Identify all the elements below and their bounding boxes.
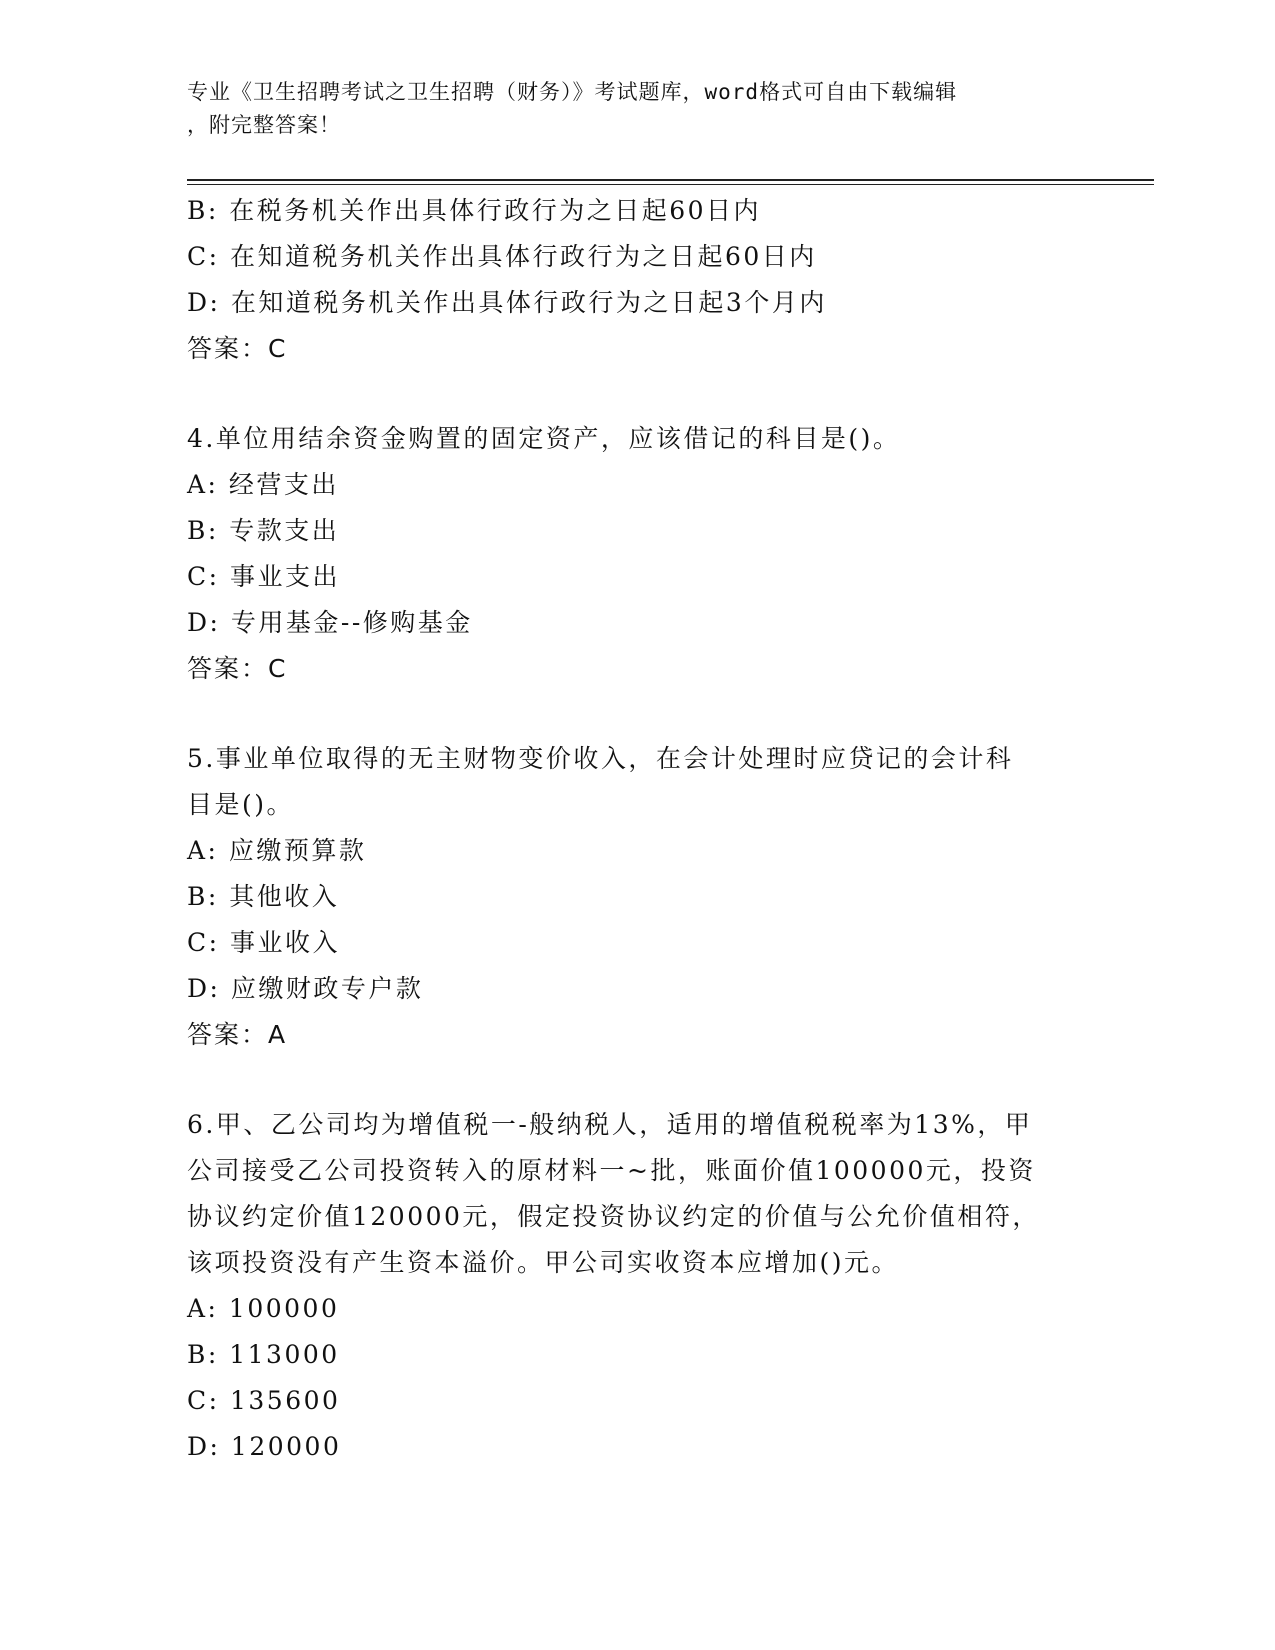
header-line-2: ，附完整答案！ xyxy=(187,113,341,137)
option-b: B: 113000 xyxy=(187,1340,340,1369)
question-stem-line-2: 公司接受乙公司投资转入的原材料一~批，账面价值100000元，投资 xyxy=(187,1156,1036,1185)
question-4 xyxy=(187,416,1067,692)
header-divider-thin xyxy=(187,184,1154,185)
question-3 xyxy=(187,188,1067,372)
option-a: A: 应缴预算款 xyxy=(187,836,367,865)
header-divider-thick xyxy=(187,179,1154,181)
header-line-1: 专业《卫生招聘考试之卫生招聘（财务）》考试题库，word格式可自由下载编辑 xyxy=(187,80,958,104)
answer-label: 答案：C xyxy=(187,334,288,363)
question-stem-line-4: 该项投资没有产生资本溢价。甲公司实收资本应增加()元。 xyxy=(187,1248,900,1277)
question-stem-line-3: 协议约定价值120000元，假定投资协议约定的价值与公允价值相符， xyxy=(187,1202,1040,1231)
question-stem: 4.单位用结余资金购置的固定资产，应该借记的科目是()。 xyxy=(187,424,901,453)
option-b: B: 专款支出 xyxy=(187,516,340,545)
option-b: B: 其他收入 xyxy=(187,882,340,911)
option-b: B: 在税务机关作出具体行政行为之日起60日内 xyxy=(187,196,762,225)
question-6 xyxy=(187,1102,1067,1470)
document-header xyxy=(187,76,1057,142)
answer-label: 答案：A xyxy=(187,1020,288,1049)
answer-label: 答案：C xyxy=(187,654,288,683)
option-d: D: 在知道税务机关作出具体行政行为之日起3个月内 xyxy=(187,288,827,317)
question-stem-line-2: 目是()。 xyxy=(187,790,295,819)
question-list xyxy=(187,188,1067,1470)
option-a: A: 100000 xyxy=(187,1294,340,1323)
option-a: A: 经营支出 xyxy=(187,470,339,499)
option-d: D: 应缴财政专户款 xyxy=(187,974,424,1003)
option-d: D: 专用基金--修购基金 xyxy=(187,608,473,637)
option-c: C: 事业收入 xyxy=(187,928,340,957)
option-c: C: 135600 xyxy=(187,1386,341,1415)
question-5 xyxy=(187,736,1067,1058)
question-stem-line-1: 6.甲、乙公司均为增值税一-般纳税人，适用的增值税税率为13%，甲 xyxy=(187,1110,1033,1139)
option-d: D: 120000 xyxy=(187,1432,342,1461)
question-stem-line-1: 5.事业单位取得的无主财物变价收入，在会计处理时应贷记的会计科 xyxy=(187,744,1014,773)
option-c: C: 事业支出 xyxy=(187,562,340,591)
option-c: C: 在知道税务机关作出具体行政行为之日起60日内 xyxy=(187,242,817,271)
